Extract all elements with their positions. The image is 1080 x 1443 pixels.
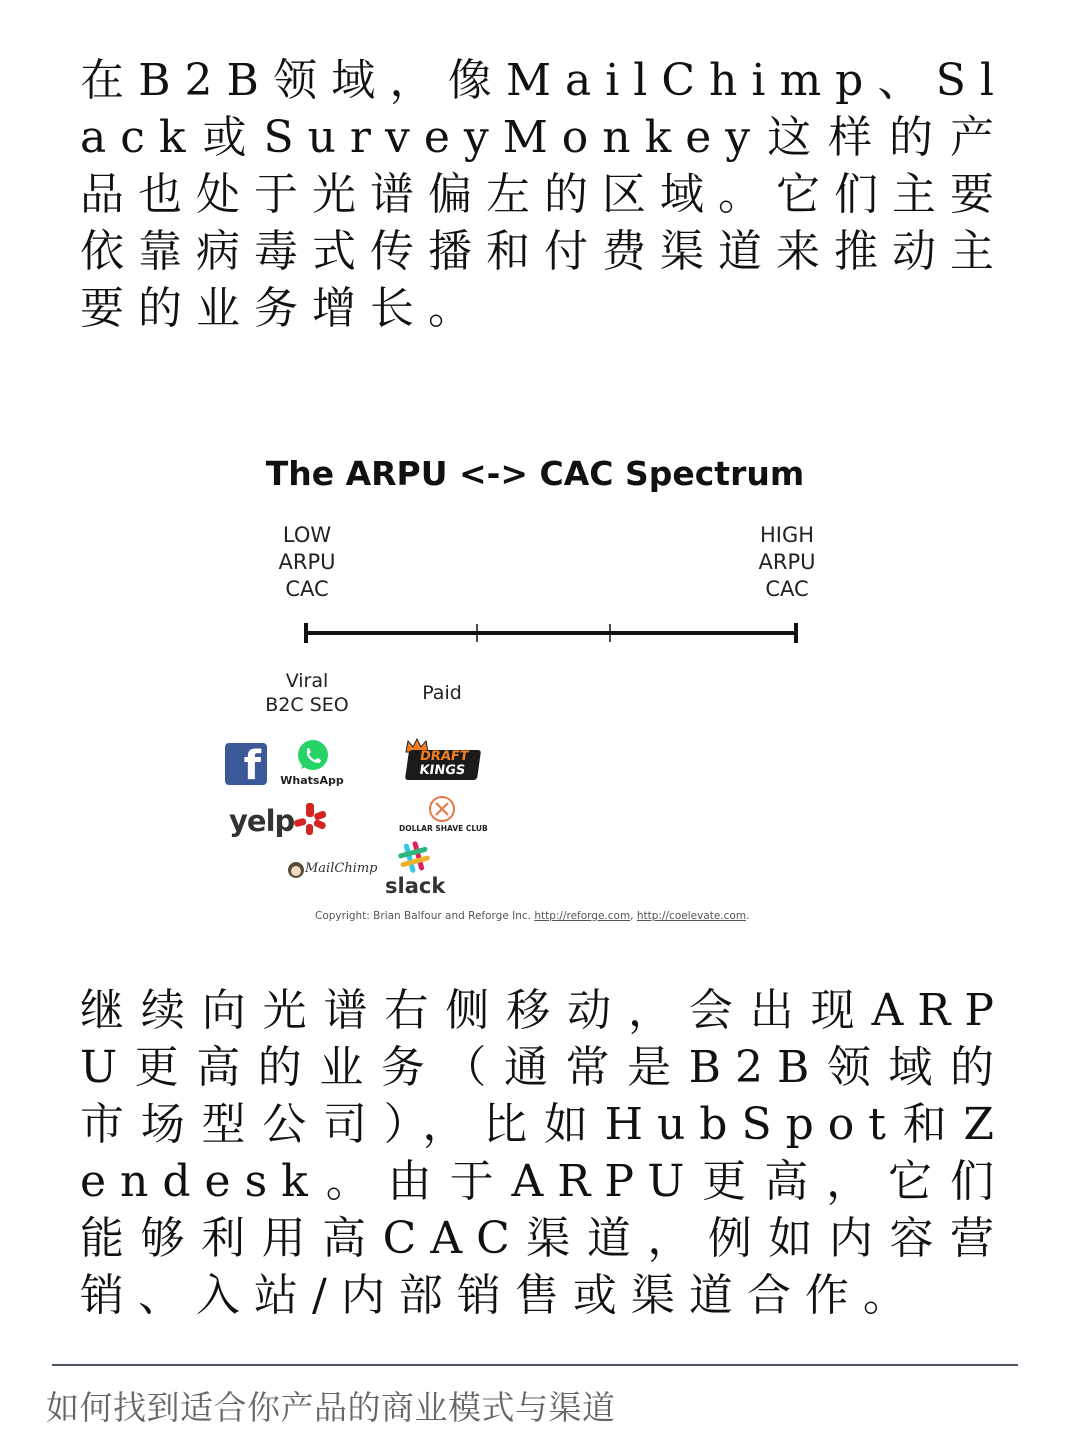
figure-title: The ARPU <-> CAC Spectrum [265, 454, 805, 493]
whatsapp-icon [277, 738, 347, 772]
dollar-shave-club-logo [399, 795, 488, 835]
low-label-line: CAC [285, 577, 329, 601]
high-label-line: HIGH [759, 523, 815, 547]
yelp-wordmark: yelp [229, 804, 295, 838]
mailchimp-freddie-icon [287, 860, 305, 880]
whatsapp-label: WhatsApp [280, 774, 344, 787]
razor-badge-icon [427, 795, 457, 823]
intro-paragraph: 在B2B领域，像MailChimp、Slack或SurveyMonkey这样的产品也处于光谱偏左的区域。它们主要依靠病毒式传播和付费渠道来推动主要的业务增长。 [80, 55, 1008, 334]
footer-divider [52, 1364, 1018, 1366]
slack-logo [385, 840, 445, 904]
category-label-line: Viral [285, 670, 329, 692]
category-viral-seo [242, 669, 372, 717]
high-label-line: CAC [765, 577, 809, 601]
yelp-logo [229, 802, 329, 842]
category-paid [377, 681, 507, 705]
draftkings-top-text: DRAFT [418, 749, 470, 764]
slack-wordmark: slack [385, 874, 446, 898]
high-arpu-cac-label [737, 522, 837, 603]
mailchimp-wordmark: MailChimp [305, 861, 378, 876]
footer-title: 如何找到适合你产品的商业模式与渠道 [46, 1388, 616, 1427]
category-label-line: Paid [422, 682, 462, 704]
draftkings-logo [403, 738, 483, 784]
continuation-paragraph: 继续向光谱右侧移动，会出现ARPU更高的业务（通常是B2B领域的市场型公司），比如HubSpot和Zendesk。由于ARPU更高，它们能够利用高CAC渠道，例如内容营销、入站/内部销售或渠道合作。 [80, 985, 1008, 1321]
reforge-link[interactable]: http://reforge.com [534, 910, 631, 922]
facebook-logo-text: f [243, 743, 261, 789]
figure-copyright: Copyright: Brian Balfour and Reforge Inc. http://reforge.com, http://coelevate.com. [315, 910, 750, 922]
draftkings-bottom-text: KINGS [418, 763, 467, 778]
copyright-text: Copyright: Brian Balfour and Reforge Inc. [315, 910, 531, 922]
draftkings-badge [405, 750, 481, 780]
low-label-line: LOW [282, 523, 332, 547]
category-label-line: B2C SEO [265, 694, 349, 716]
facebook-logo [225, 743, 267, 789]
slack-hash-icon [397, 840, 431, 874]
dollar-shave-club-wordmark: DOLLAR SHAVE CLUB [399, 824, 488, 833]
spectrum-axis [215, 610, 855, 660]
arpu-cac-spectrum-figure [215, 440, 855, 940]
coelevate-link[interactable]: http://coelevate.com [636, 910, 747, 922]
low-arpu-cac-label [257, 522, 357, 603]
yelp-burst-icon [293, 802, 327, 836]
whatsapp-logo [277, 738, 347, 793]
low-label-line: ARPU [278, 550, 336, 574]
high-label-line: ARPU [758, 550, 816, 574]
mailchimp-logo [287, 858, 377, 884]
